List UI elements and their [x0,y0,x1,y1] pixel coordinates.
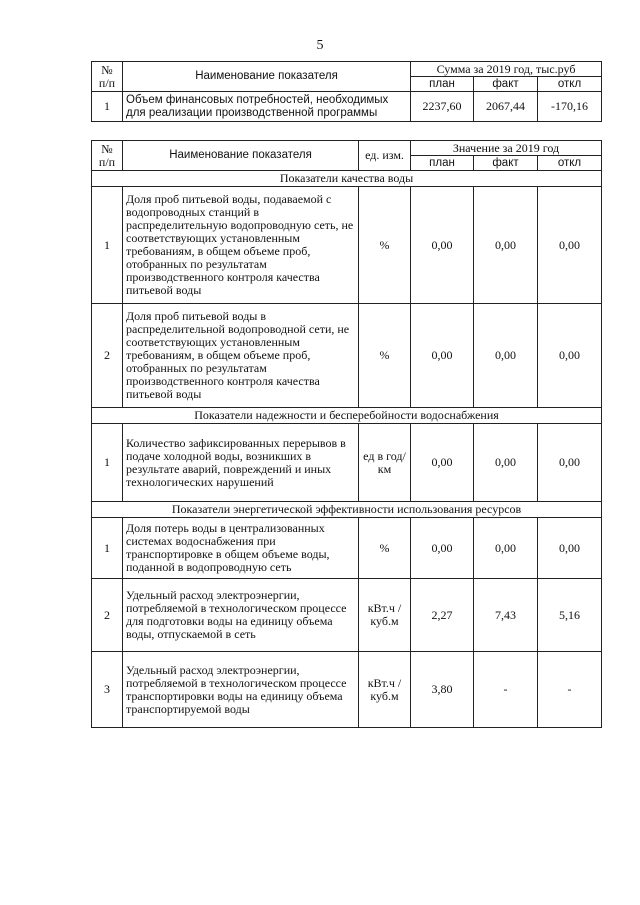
row-unit: % [359,304,411,408]
num-header: № п/п [92,141,123,171]
row-unit: кВт.ч / куб.м [359,579,411,652]
value-header: Значение за 2019 год [411,141,602,156]
row-name: Доля проб питьевой воды, подаваемой с водопроводных станций в распределительную водопроводную сеть, не соответствующих установленным требованиям, в общем объеме проб, отобранных по результатам производственного контроля качества питьевой воды [123,187,359,304]
row-plan: 0,00 [411,187,474,304]
table-row [92,424,602,502]
row-fact: 0,00 [474,518,538,579]
row-num: 2 [92,304,123,408]
table-row [92,652,602,728]
row-dev: 0,00 [538,518,602,579]
row-plan: 0,00 [411,304,474,408]
row-fact: 2067,44 [474,92,538,122]
indicators-table [91,140,602,728]
row-dev: 0,00 [538,424,602,502]
row-dev: - [538,652,602,728]
row-unit: кВт.ч / куб.м [359,652,411,728]
row-num: 1 [92,424,123,502]
row-dev: 0,00 [538,187,602,304]
table-row [92,92,602,122]
row-name: Объем финансовых потребностей, необходимых для реализации производственной программы [123,92,411,122]
num-header: № п/п [92,62,123,92]
sum-header: Сумма за 2019 год, тыс.руб [411,62,602,77]
name-header: Наименование показателя [123,141,359,171]
plan-header: план [411,77,474,92]
table-row [92,579,602,652]
row-name: Количество зафиксированных перерывов в подаче холодной воды, возникших в результате аварий, повреждений и иных технологических нарушений [123,424,359,502]
row-num: 1 [92,187,123,304]
row-num: 3 [92,652,123,728]
row-fact: 0,00 [474,304,538,408]
page-number: 5 [316,38,324,53]
dev-header: откл [538,77,602,92]
table-row [92,304,602,408]
row-unit: % [359,518,411,579]
row-fact: 7,43 [474,579,538,652]
row-num: 1 [92,92,123,122]
name-header: Наименование показателя [123,62,411,92]
row-num: 1 [92,518,123,579]
row-plan: 0,00 [411,424,474,502]
row-dev: -170,16 [538,92,602,122]
row-name: Удельный расход электроэнергии, потребляемой в технологическом процессе транспортировки воды на единицу объема транспортируемой воды [123,652,359,728]
row-fact: 0,00 [474,424,538,502]
row-plan: 0,00 [411,518,474,579]
unit-header: ед. изм. [359,141,411,171]
row-unit: % [359,187,411,304]
row-dev: 5,16 [538,579,602,652]
row-plan: 2,27 [411,579,474,652]
row-dev: 0,00 [538,304,602,408]
dev-header: откл [538,156,602,171]
row-name: Доля потерь воды в централизованных системах водоснабжения при транспортировке в общем объеме воды, поданной в водопроводную сеть [123,518,359,579]
row-fact: 0,00 [474,187,538,304]
row-unit: ед в год/ км [359,424,411,502]
section-title: Показатели качества воды [92,171,602,187]
table-row [92,518,602,579]
row-name: Удельный расход электроэнергии, потребляемой в технологическом процессе для подготовки воды на единицу объема воды, отпускаемой в сеть [123,579,359,652]
fact-header: факт [474,156,538,171]
row-plan: 3,80 [411,652,474,728]
fact-header: факт [474,77,538,92]
table-row [92,187,602,304]
row-num: 2 [92,579,123,652]
plan-header: план [411,156,474,171]
section-title: Показатели надежности и бесперебойности водоснабжения [92,408,602,424]
row-plan: 2237,60 [411,92,474,122]
financial-needs-table [91,61,602,122]
row-fact: - [474,652,538,728]
row-name: Доля проб питьевой воды в распределительной водопроводной сети, не соответствующих установленным требованиям, в общем объеме проб, отобранных по результатам производственного контроля качества питьевой воды [123,304,359,408]
section-title: Показатели энергетической эффективности использования ресурсов [92,502,602,518]
